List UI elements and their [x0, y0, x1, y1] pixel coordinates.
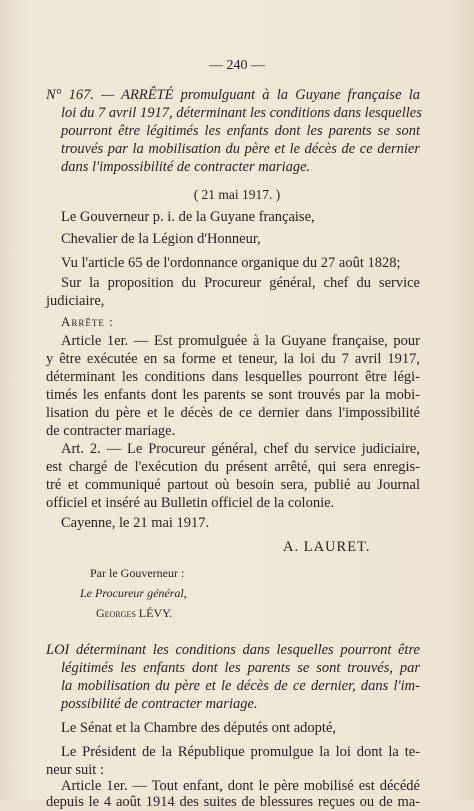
sur-line: Sur la proposition du Procureur général, chef du service [61, 275, 420, 291]
arrete-date: ( 21 mai 1917. ) [193, 187, 281, 202]
loi-title-line: possibilité de contracter mariage. [61, 696, 258, 712]
arrete-title-line: N° 167. — ARRÊTÉ promulguant à la Guyane française la [46, 87, 420, 103]
vu-line: Vu l'article 65 de l'ordonnance organique du 27 août 1828; [61, 255, 401, 271]
article-line: Article 1er. — Est promulguée à la Guyane française, pour [61, 333, 420, 349]
article-line: tré et communiqué partout où besoin sera, publié au Journal [46, 477, 420, 493]
article-line: y être exécutée en sa forme et teneur, la loi du 7 avril 1917, [46, 351, 420, 367]
page-number: — 240 — [209, 58, 265, 73]
place-date: Cayenne, le 21 mai 1917. [61, 515, 210, 531]
loi-article-line: Article 1er. — Tout enfant, dont le père mobilisé est décédé [61, 778, 420, 794]
signatory: Georges LÉVY. [96, 606, 173, 620]
sur-line: judiciaire, [46, 293, 105, 309]
loi-title-line: LOI déterminant les conditions dans lesquelles pourront être [46, 642, 420, 658]
article-line: officiel et inséré au Bulletin officiel de la colonie. [46, 495, 335, 511]
signature: A. LAURET. [283, 539, 371, 555]
chevalier-line: Chevalier de la Légion d'Honneur, [61, 231, 261, 247]
arrete-title-line: pourront être légitimés les enfants dont les parents se sont [61, 123, 420, 139]
article-line: timés les enfants dont les parents se sont trouvés par la mobi- [46, 387, 420, 403]
senat-line: Le Sénat et la Chambre des députés ont adopté, [61, 720, 337, 736]
article-line: de contracter mariage. [46, 423, 176, 439]
loi-article-line: depuis le 4 août 1914 des suites de blessures reçues ou de ma- [46, 794, 420, 810]
procureur-title: Le Procureur général, [80, 586, 187, 600]
article-line: Art. 2. — Le Procureur général, chef du service judiciaire, [61, 441, 420, 457]
arrete-title-line: loi du 7 avril 1917, déterminant les conditions dans lesquelles [61, 105, 422, 121]
president-line: neur suit : [46, 762, 104, 778]
president-line: Le Président de la République promulgue la loi dont la te- [61, 744, 420, 760]
par-le-gouverneur: Par le Gouverneur : [90, 566, 185, 580]
loi-title-line: légitimés les enfants dont les parents se sont trouvés, par [61, 660, 420, 676]
governor-line: Le Gouverneur p. i. de la Guyane française, [61, 209, 315, 225]
article-line: lisation du père et le décès de ce dernier dans l'impossibilité [46, 405, 420, 421]
arrete-title-line: dans l'impossibilité de contracter mariage. [61, 159, 311, 175]
loi-title-line: la mobilisation du père et le décès de ce dernier, dans l'im- [61, 678, 420, 694]
arrete-heading: Arrête : [61, 314, 114, 329]
arrete-title-line: trouvés par la mobilisation du père et le décès de ce dernier [61, 141, 420, 157]
article-line: est chargé de l'exécution du présent arrêté, qui sera enregis- [46, 459, 420, 475]
article-line: déterminant les conditions dans lesquelles pourront être légi- [46, 369, 420, 385]
